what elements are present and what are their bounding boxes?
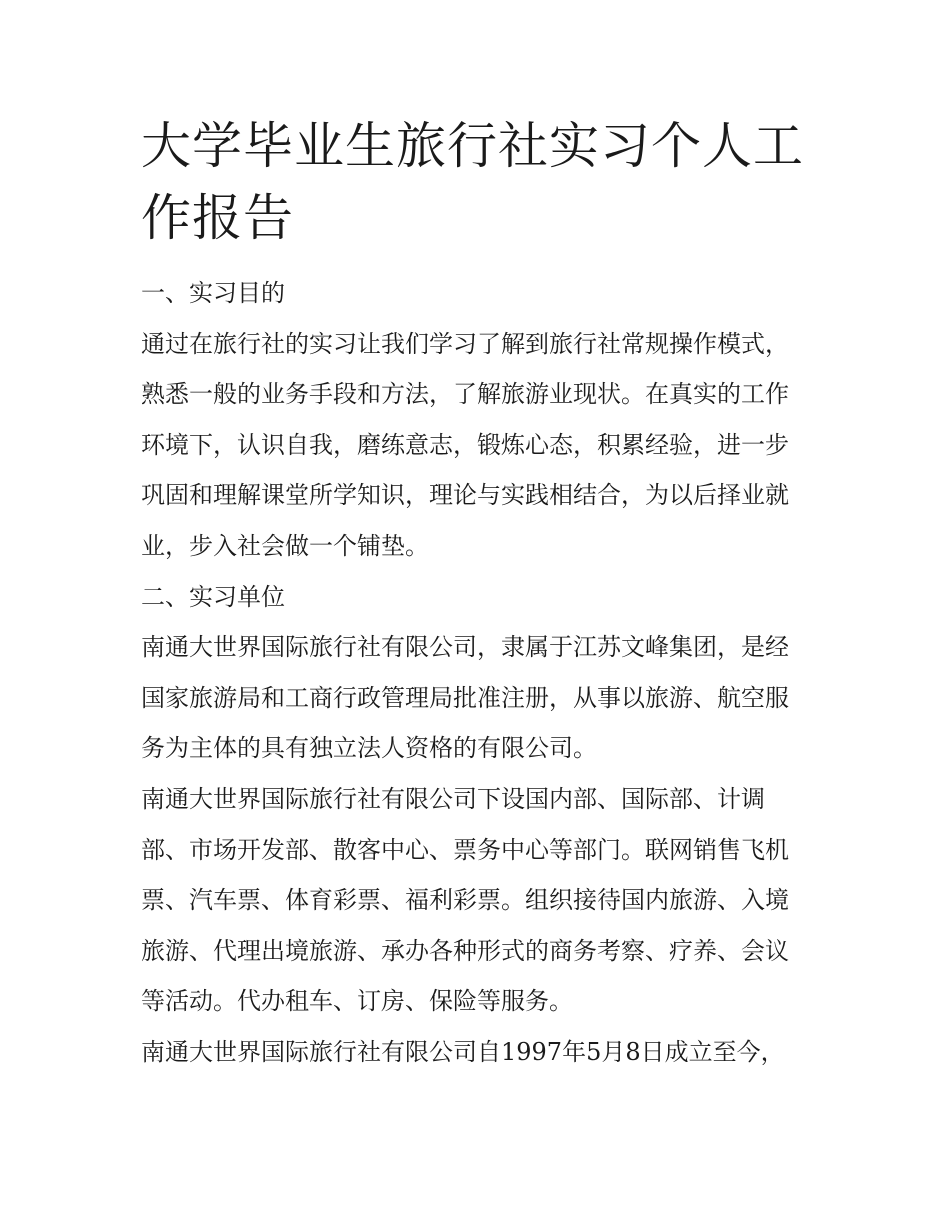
document-title [141, 110, 813, 254]
text-line: 南通大世界国际旅行社有限公司自1997年5月8日成立至今， [141, 1037, 785, 1066]
text-line: 通过在旅行社的实习让我们学习了解到旅行社常规操作模式， [141, 329, 789, 358]
text-line: 业，步入社会做一个铺垫。 [141, 531, 429, 560]
paragraph-company-intro [141, 622, 813, 774]
section-heading-unit: 二、实习单位 [141, 582, 285, 611]
paragraph-company-history [141, 1027, 813, 1078]
text-line: 旅游、代理出境旅游、承办各种形式的商务考察、疗养、会议 [141, 936, 789, 965]
text-line: 巩固和理解课堂所学知识，理论与实践相结合，为以后择业就 [141, 481, 789, 510]
text-line: 南通大世界国际旅行社有限公司下设国内部、国际部、计调 [141, 784, 765, 813]
text-line: 务为主体的具有独立法人资格的有限公司。 [141, 734, 597, 763]
text-line: 部、市场开发部、散客中心、票务中心等部门。联网销售飞机 [141, 835, 789, 864]
text-line: 熟悉一般的业务手段和方法，了解旅游业现状。在真实的工作 [141, 380, 789, 409]
text-line: 环境下，认识自我，磨练意志，锻炼心态，积累经验，进一步 [141, 430, 789, 459]
document-body [141, 110, 813, 1078]
paragraph-company-departments [141, 774, 813, 1027]
paragraph-purpose [141, 319, 813, 572]
section-heading-purpose: 一、实习目的 [141, 279, 285, 307]
text-line: 等活动。代办租车、订房、保险等服务。 [141, 987, 573, 1016]
title-line: 大学毕业生旅行社实习个人工 [141, 117, 804, 175]
text-line: 票、汽车票、体育彩票、福利彩票。组织接待国内旅游、入境 [141, 886, 789, 915]
text-line: 南通大世界国际旅行社有限公司，隶属于江苏文峰集团，是经 [141, 633, 789, 662]
text-line: 国家旅游局和工商行政管理局批准注册，从事以旅游、航空服 [141, 683, 789, 712]
title-line: 作报告 [141, 189, 294, 247]
